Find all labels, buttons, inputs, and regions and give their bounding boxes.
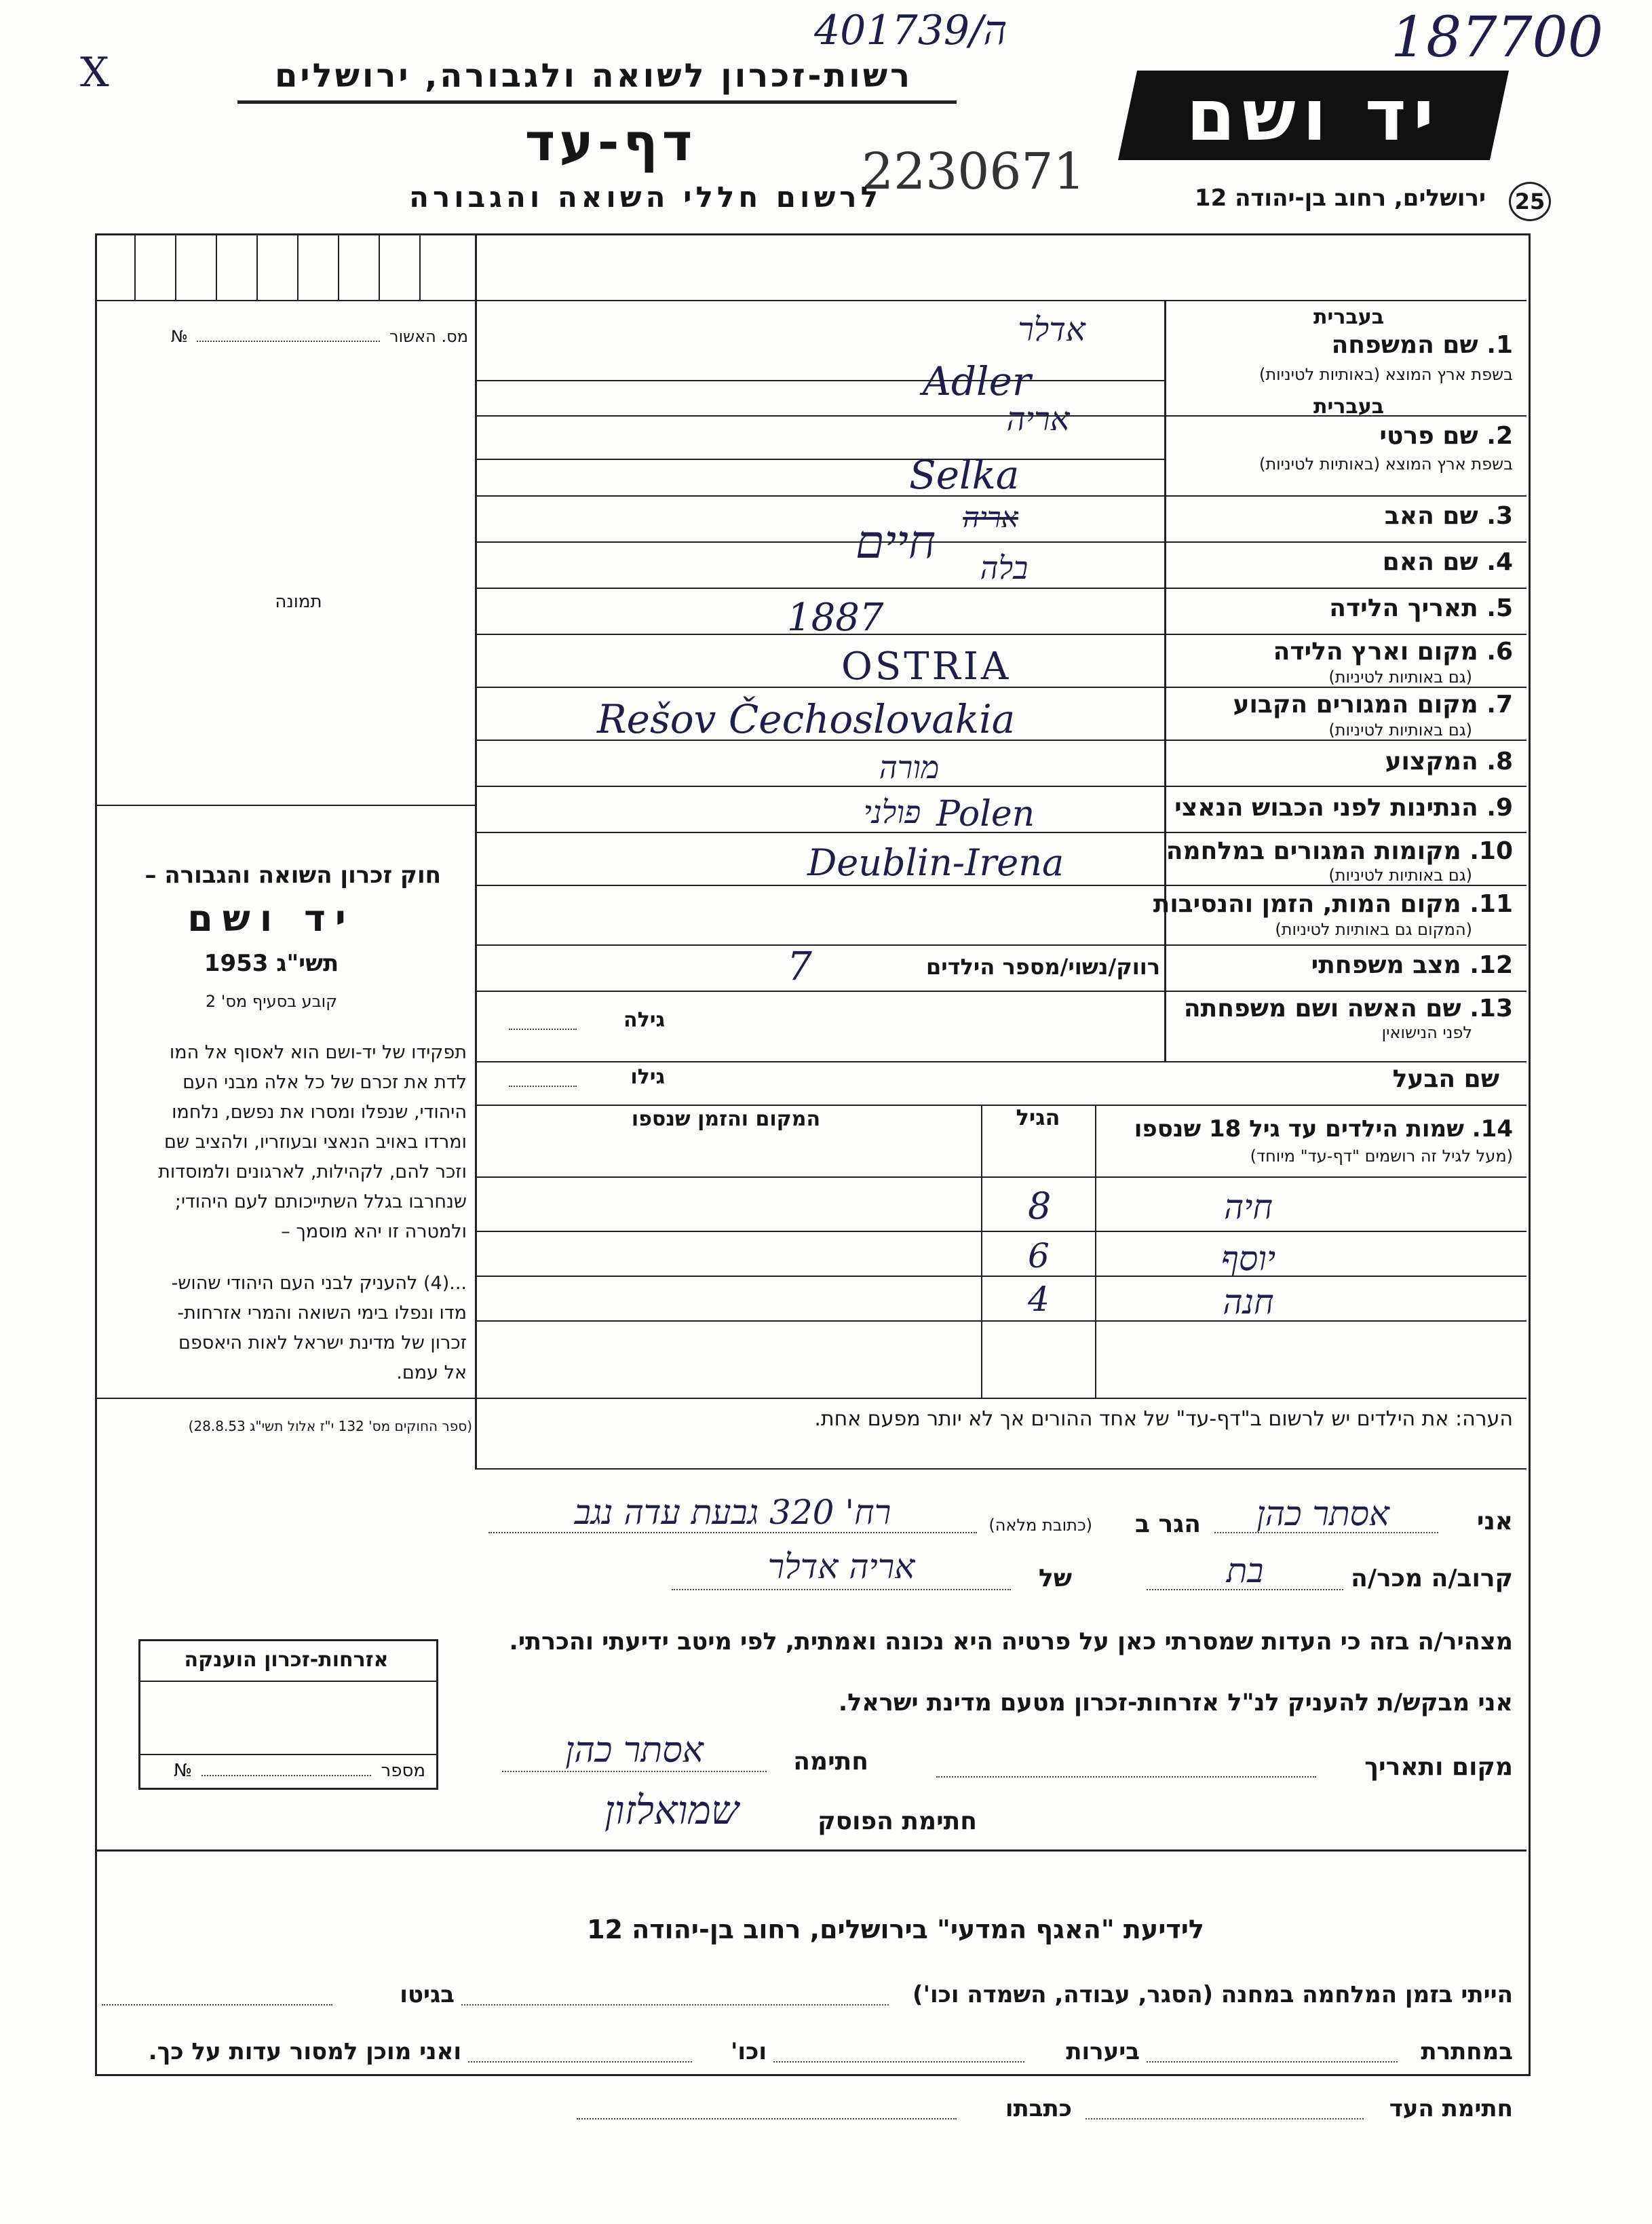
field-11-label: 11. מקום המות, הזמן והנסיבות — [1153, 890, 1513, 918]
field-13-sub: לפני הנישואין — [1381, 1023, 1472, 1042]
first-name-hebrew: אריה — [1006, 400, 1070, 438]
children-age-header: הגיל — [1016, 1105, 1060, 1130]
husband-age-dots — [509, 1086, 577, 1087]
note: הערה: את הילדים יש לרשום ב"דף-עד" של אחד ההורים אך לא יותר מפעם אחת. — [814, 1407, 1513, 1431]
statement-2: אני מבקש/ת להעניק לנ"ל אזרחות-זכרון מטעם מדינת ישראל. — [838, 1689, 1513, 1717]
row-line — [475, 786, 1526, 787]
law-text-line: תפקידו של יד-ושם הוא לאסוף אל המו — [169, 1042, 467, 1063]
birth-place: OSTRIA — [841, 645, 1012, 689]
law-text-line: היהודי, שנפלו ומסרו את נפשם, נלחמו — [172, 1102, 467, 1123]
stamp-box-divider — [256, 233, 258, 300]
citizenship-no-line — [140, 1754, 436, 1755]
of-name: אריה אדלר — [767, 1547, 915, 1586]
father-name-struck: אריה — [963, 501, 1018, 534]
field-7-sub: (גם באותיות לטיניות) — [1328, 721, 1472, 740]
field-4-label: 4. שם האם — [1382, 548, 1513, 576]
law-text-line: לדת את זכרם של כל אלה מבני העם — [183, 1072, 467, 1093]
side-mark: X — [80, 49, 109, 96]
footer-ghetto-dots — [102, 2004, 332, 2006]
label-column-divider — [1164, 300, 1166, 1061]
field-6-sub: (גם באותיות לטיניות) — [1328, 668, 1472, 687]
surname-latin: Adler — [923, 358, 1031, 404]
field-2-label: 2. שם פרטי — [1379, 422, 1513, 450]
row-line — [475, 541, 1526, 543]
signature-label: חתימה — [793, 1748, 868, 1776]
official-signature: שמואלזון — [604, 1787, 739, 1833]
institution-name: רשות-זכרון לשואה ולגבורה, ירושלים — [274, 57, 913, 95]
row-line — [475, 380, 1164, 381]
logo-text: יד ושם — [1186, 74, 1441, 157]
stamp-box-divider — [175, 233, 176, 300]
declarant-address: רח' 320 גבעת עדה נגב — [574, 1493, 891, 1532]
address: ירושלים, רחוב בן-יהודה 12 — [1194, 185, 1486, 212]
institution-underline — [237, 100, 957, 104]
row-line — [475, 1061, 1526, 1062]
children-row-line — [475, 1231, 1526, 1232]
stamp-box-divider — [379, 233, 380, 300]
footer-line-1: הייתי בזמן המלחמה במחנה (הסגר, עבודה, השמדה וכו') — [913, 1981, 1513, 2008]
footer-forests-dots — [773, 2061, 1024, 2063]
children-header: 14. שמות הילדים עד גיל 18 שנספו — [1134, 1115, 1513, 1143]
child-name: חנה — [1223, 1282, 1274, 1322]
citizenship-no-dots — [201, 1775, 371, 1776]
of-name-dots — [672, 1589, 1011, 1590]
footer-line-1-dots — [461, 2004, 889, 2006]
photo-area-bottom — [96, 805, 475, 806]
row-line — [475, 459, 1164, 460]
handwritten-reference: 401739/ה — [814, 7, 1007, 54]
footer-testimony: ואני מוכן למסור עדות על כך. — [148, 2038, 461, 2065]
field-3-label: 3. שם האב — [1384, 502, 1513, 530]
law-text-line: וזכר להם, לקהילות, לארגונים ולמוסדות — [158, 1162, 467, 1183]
footer-top-line — [96, 1849, 1526, 1852]
child-name: חיה — [1224, 1187, 1273, 1227]
children-row — [475, 1236, 1526, 1280]
row-line — [475, 944, 1526, 946]
marital-status-options: רווק/נשוי/מספר הילדים — [926, 954, 1160, 980]
law-text-line: שנחרבו בגלל השתייכותם לעם היהודי; — [174, 1191, 467, 1212]
field-2-sub: בשפת ארץ המוצא (באותיות לטיניות) — [1259, 455, 1513, 474]
approval-dots — [197, 341, 380, 342]
footer-etc-dots — [468, 2061, 692, 2063]
children-row — [475, 1187, 1526, 1228]
circled-number: 25 — [1509, 182, 1551, 221]
relation: בת — [1226, 1551, 1264, 1590]
citizenship-box — [138, 1639, 438, 1790]
field-7-label: 7. מקום המגורים הקבוע — [1233, 691, 1513, 718]
signature: אסתר כהן — [565, 1730, 704, 1771]
mother-name: בלה — [980, 550, 1029, 586]
field-1-he-tag: בעברית — [1313, 305, 1384, 329]
footer-address-label: כתבתו — [1005, 2095, 1072, 2122]
stamp-box-divider — [216, 233, 217, 300]
citizenship-number-row — [147, 1761, 425, 1781]
footer-title: לידיעת "האגף המדעי" בירושלים, רחוב בן-יהודה 12 — [587, 1915, 1204, 1944]
declaration-i: אני — [1476, 1508, 1513, 1535]
approval-label: מס. האשור — [389, 327, 468, 346]
father-name: חיים — [855, 516, 936, 569]
footer-underground: במחתרת — [1421, 2038, 1513, 2065]
law-text — [100, 1038, 467, 1247]
declarant-name: אסתר כהן — [1256, 1494, 1389, 1533]
child-age: 8 — [1028, 1185, 1052, 1227]
form-title: דף-עד — [524, 112, 697, 172]
citizenship-title-line — [140, 1681, 436, 1682]
footer-address-dots — [577, 2118, 957, 2120]
law-text-line: ולמטרה זו יהא מוסמך – — [281, 1221, 467, 1242]
husband-label: שם הבעל — [1392, 1065, 1499, 1093]
place-date-label: מקום ותאריך — [1364, 1753, 1513, 1781]
citizenship-no-label: מספר — [381, 1761, 425, 1781]
field-2-he-tag: בעברית — [1313, 395, 1384, 419]
field-9-label: 9. הנתינות לפני הכבוש הנאצי — [1174, 794, 1513, 822]
surname-hebrew: אדלר — [1018, 311, 1086, 349]
children-row — [475, 1282, 1526, 1323]
children-count: 7 — [787, 943, 812, 989]
law-line1: חוק זכרון השואה והגבורה – — [145, 862, 441, 889]
stamp-box-divider — [338, 233, 339, 300]
law-year: תשי"ג 1953 — [204, 950, 339, 977]
law-reference: (ספר החוקים מס' 132 י"ז אלול תשי"ג 28.8.53) — [188, 1418, 472, 1434]
note-top-line — [96, 1398, 1526, 1399]
row-line — [475, 588, 1526, 589]
address-hint: (כתובת מלאה) — [988, 1516, 1092, 1535]
children-place-header: המקום והזמן שנספו — [631, 1107, 821, 1131]
address-dots — [488, 1532, 977, 1533]
child-name: יוסף — [1221, 1239, 1276, 1278]
approval-line — [109, 327, 468, 346]
wife-age-dots — [509, 1029, 577, 1030]
form-subtitle: לרשום חללי השואה והגבורה — [409, 180, 882, 214]
children-header-bottom — [475, 1176, 1526, 1178]
photo-label: תמונה — [275, 592, 322, 612]
field-1-label: 1. שם המשפחה — [1331, 331, 1513, 359]
child-age: 6 — [1028, 1236, 1050, 1276]
citizenship-no-sign: № — [173, 1761, 193, 1781]
statement-1: מצהיר/ה בזה כי העדות שמסרתי כאן על פרטיה היא נכונה ואמתית, לפי מיטב ידיעתי והכרתי. — [509, 1628, 1513, 1655]
law-text-2 — [100, 1269, 467, 1388]
footer-underground-dots — [1147, 2061, 1398, 2063]
stamp-row-bottom — [96, 300, 1526, 301]
field-10-label: 10. מקומות המגורים במלחמה — [1166, 837, 1513, 865]
law-text-line: זכרון של מדינת ישראל לאות היאספם — [178, 1333, 467, 1354]
law-text-line: מדו ונפלו בימי השואה והמרי אזרחות- — [177, 1303, 467, 1324]
law-text-line: אל עמם. — [396, 1362, 467, 1383]
approval-no-sign: № — [170, 327, 188, 346]
profession: מורה — [879, 749, 940, 786]
law-text-line: ומרדו באויב הנאצי ובעוזריו, ולהציב שם — [164, 1132, 467, 1153]
field-11-sub: (המקום גם באותיות לטיניות) — [1275, 920, 1472, 939]
signature-dots — [502, 1771, 767, 1772]
relative-label: קרוב/ה מכר/ה — [1351, 1565, 1513, 1592]
stamp-box-divider — [297, 233, 299, 300]
footer-forests: ביערות — [1066, 2038, 1140, 2065]
husband-age-label: גילו — [630, 1065, 665, 1089]
handwritten-number: 187700 — [1391, 5, 1604, 70]
nationality-latin: Polen — [936, 794, 1035, 835]
children-subheader: (מעל לגיל זה רושמים "דף-עד" מיוחד) — [1250, 1147, 1513, 1166]
law-line2: יד ושם — [187, 897, 356, 940]
wife-age-label: גילה — [623, 1008, 665, 1032]
birth-date: 1887 — [787, 596, 884, 640]
resident-label: הגר ב — [1135, 1510, 1201, 1538]
field-6-label: 6. מקום וארץ הלידה — [1273, 638, 1513, 666]
row-line — [475, 885, 1526, 886]
stamp-box-divider — [419, 233, 421, 300]
footer-ghetto: בגיטו — [400, 1981, 455, 2008]
handwritten-mid-number: 2230671 — [862, 142, 1086, 201]
place-date-dots — [936, 1776, 1316, 1778]
field-8-label: 8. המקצוע — [1385, 748, 1513, 775]
official-signature-label: חתימת הפוסק — [818, 1807, 977, 1835]
nationality-hebrew: פולני — [863, 794, 921, 830]
field-10-sub: (גם באותיות לטיניות) — [1328, 866, 1472, 885]
stamp-box-divider — [134, 233, 136, 300]
field-12-label: 12. מצב משפחתי — [1311, 951, 1513, 979]
law-clause: קובע בסעיף מס' 2 — [205, 992, 338, 1011]
note-bottom-line — [475, 1468, 1526, 1470]
citizenship-title: אזרחות-זכרון הוענקה — [184, 1648, 389, 1672]
field-13-label: 13. שם האשה ושם משפחתה — [1183, 995, 1513, 1022]
row-line — [475, 991, 1526, 992]
footer-etc: וכו' — [730, 2038, 767, 2065]
child-age: 4 — [1028, 1280, 1050, 1319]
of-label: של — [1038, 1565, 1072, 1592]
first-name-latin: Selka — [909, 452, 1020, 498]
residence: Rešov Čechoslovakia — [597, 696, 1016, 742]
footer-witness-signature: חתימת העד — [1389, 2095, 1513, 2122]
field-1-sub: בשפת ארץ המוצא (באותיות לטיניות) — [1259, 365, 1513, 384]
law-text-line: ...(4) להעניק לבני העם היהודי שהוש- — [171, 1273, 467, 1294]
wartime-place: Deublin-Irena — [807, 841, 1064, 884]
logo-block — [1118, 71, 1509, 160]
footer-witness-dots — [1086, 2118, 1364, 2120]
row-line — [475, 634, 1526, 635]
field-5-label: 5. תאריך הלידה — [1329, 594, 1513, 622]
